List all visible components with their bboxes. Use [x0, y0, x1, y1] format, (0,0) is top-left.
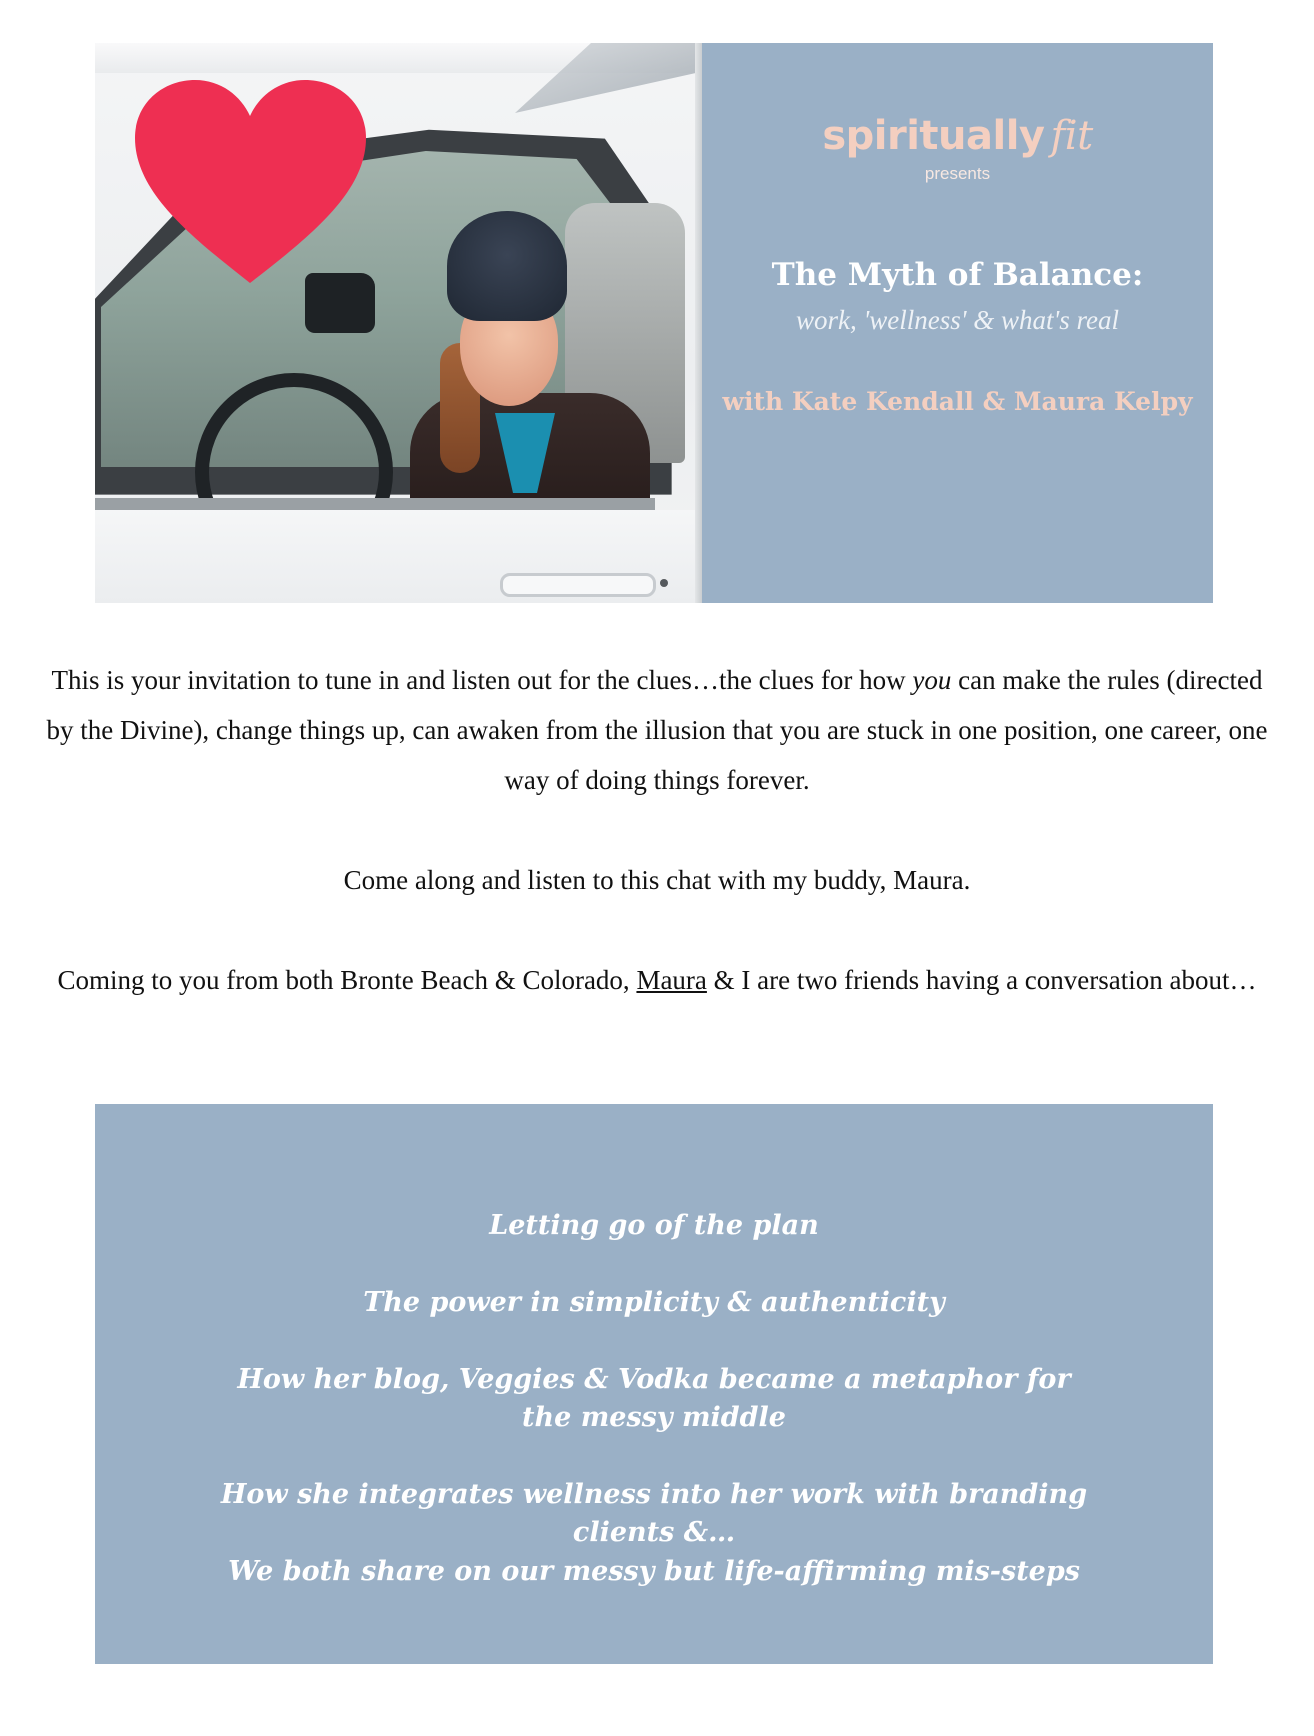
topic-item: Letting go of the plan	[489, 1210, 819, 1241]
topic-item: How she integrates wellness into her work with branding clients &…	[220, 1479, 1088, 1548]
door-sill	[95, 498, 655, 510]
location-text-end: & I are two friends having a conversation about…	[706, 965, 1257, 995]
banner-panel	[702, 43, 1213, 603]
location-paragraph	[40, 955, 1274, 1005]
hero-photo	[95, 43, 702, 603]
door-handle	[500, 573, 656, 597]
invitation-text-end: can make the rules (directed by the Divine), change things up, can awaken from the illusion that you are stuck in one position, one career, one way of doing things forever.	[46, 665, 1268, 795]
maura-link[interactable]: Maura	[636, 965, 707, 995]
door-lock	[660, 579, 668, 587]
invitation-emphasis: you	[912, 665, 952, 695]
hero-banner	[95, 43, 1213, 603]
listen-paragraph: Come along and listen to this chat with my buddy, Maura.	[343, 865, 971, 895]
heart-icon	[133, 78, 368, 288]
door-edge	[695, 43, 702, 603]
brand-logo	[702, 113, 1213, 159]
topic-item: How her blog, Veggies & Vodka became a metaphor for the messy middle	[237, 1364, 1071, 1433]
brand-accent: fit	[1050, 113, 1093, 159]
episode-title: The Myth of Balance:	[771, 257, 1144, 293]
topics-box	[95, 1104, 1213, 1664]
episode-subtitle: work, 'wellness' & what's real	[795, 305, 1120, 335]
hosts-line: with Kate Kendall & Maura Kelpy	[722, 387, 1193, 416]
presents-label: presents	[924, 164, 991, 183]
invitation-paragraph	[40, 655, 1274, 805]
invitation-text-start: This is your invitation to tune in and listen out for the clues…the clues for how	[51, 665, 913, 695]
brand-name: spiritually	[822, 113, 1045, 159]
person-beanie	[447, 211, 567, 321]
location-text-start: Coming to you from both Bronte Beach & Colorado,	[57, 965, 637, 995]
topic-item: The power in simplicity & authenticity	[363, 1287, 945, 1318]
topic-item: We both share on our messy but life-affirming mis-steps	[228, 1556, 1080, 1587]
